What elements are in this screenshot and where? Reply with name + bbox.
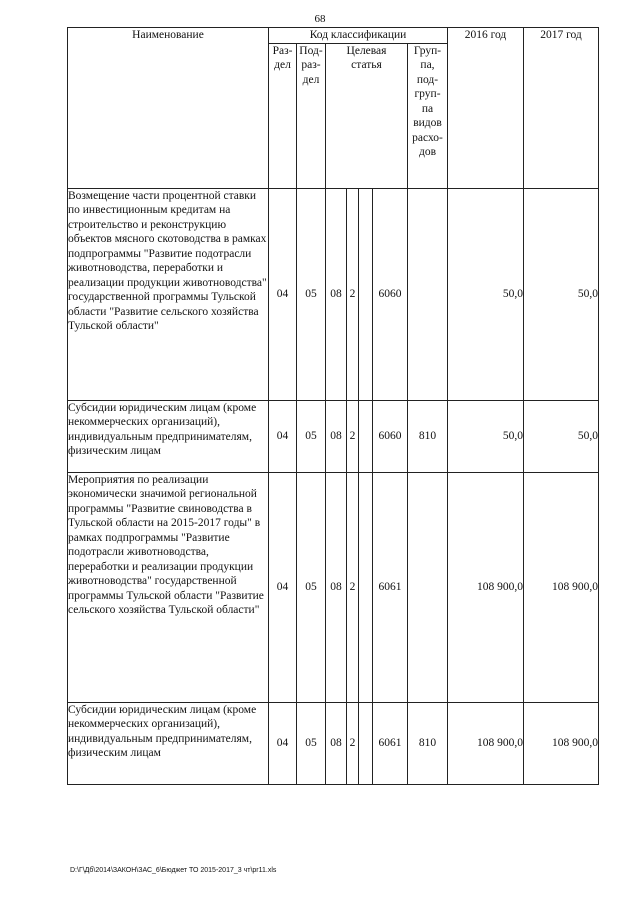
row-target-part-2: 2 — [347, 188, 359, 400]
row-target-part-4: 6061 — [373, 472, 408, 702]
row-value-2017: 50,0 — [524, 188, 599, 400]
row-target-part-3 — [359, 472, 373, 702]
table-row — [68, 400, 599, 472]
row-value-2017: 50,0 — [524, 400, 599, 472]
row-target-part-2: 2 — [347, 702, 359, 784]
row-subsection: 05 — [297, 702, 326, 784]
row-section: 04 — [269, 400, 297, 472]
row-name: Субсидии юридическим лицам (кроме некоммерческих организаций), индивидуальным предпринимателям, физическим лицам — [68, 702, 269, 784]
header-subsection: Под- раз- дел — [297, 43, 326, 188]
row-subsection: 05 — [297, 188, 326, 400]
row-target-part-1: 08 — [326, 702, 347, 784]
header-name: Наименование — [68, 28, 269, 189]
row-target-part-4: 6060 — [373, 400, 408, 472]
row-target-part-2: 2 — [347, 472, 359, 702]
row-value-2016: 50,0 — [448, 188, 524, 400]
row-subsection: 05 — [297, 400, 326, 472]
row-value-2016: 108 900,0 — [448, 472, 524, 702]
header-code-group: Код классификации — [269, 28, 448, 44]
header-section: Раз- дел — [269, 43, 297, 188]
row-subsection: 05 — [297, 472, 326, 702]
row-target-part-3 — [359, 188, 373, 400]
row-target-part-1: 08 — [326, 188, 347, 400]
row-name: Возмещение части процентной ставки по инвестиционным кредитам на строительство и реконструкцию объектов мясного скотоводства в рамках подпрограммы "Развитие подотрасли животноводства, переработки и реализации продукции животноводства" государственной программы Тульской области "Развитие сельского хозяйства Тульской области" — [68, 188, 269, 400]
row-target-part-1: 08 — [326, 472, 347, 702]
row-section: 04 — [269, 702, 297, 784]
row-value-2017: 108 900,0 — [524, 702, 599, 784]
row-section: 04 — [269, 188, 297, 400]
page-number: 68 — [314, 13, 326, 25]
table-row — [68, 188, 599, 400]
table-row — [68, 472, 599, 702]
row-name: Мероприятия по реализации экономически значимой региональной программы "Развитие свиноводства в Тульской области на 2015-2017 годы" в рамках подпрограммы "Развитие подотрасли животноводства, переработки и реализации продукции животноводства" государственной программы Тульской области "Развитие сельского хозяйства Тульской области" — [68, 472, 269, 702]
row-target-part-4: 6060 — [373, 188, 408, 400]
budget-table — [67, 27, 599, 785]
row-expense-group — [408, 472, 448, 702]
table-body — [68, 188, 599, 784]
row-section: 04 — [269, 472, 297, 702]
row-name: Субсидии юридическим лицам (кроме некоммерческих организаций), индивидуальным предпринимателям, физическим лицам — [68, 400, 269, 472]
row-expense-group — [408, 188, 448, 400]
header-year-2016: 2016 год — [448, 28, 524, 189]
header-expense-group: Груп- па, под- груп- па видов расхо- дов — [408, 43, 448, 188]
row-target-part-3 — [359, 702, 373, 784]
row-target-part-4: 6061 — [373, 702, 408, 784]
row-target-part-1: 08 — [326, 400, 347, 472]
row-value-2016: 50,0 — [448, 400, 524, 472]
row-expense-group: 810 — [408, 702, 448, 784]
row-value-2016: 108 900,0 — [448, 702, 524, 784]
header-target-article: Целевая статья — [326, 43, 408, 188]
header-year-2017: 2017 год — [524, 28, 599, 189]
file-path-footer: D:\Г\Дб\2014\ЗАКОН\ЗАС_6\Бюджет ТО 2015-2017_3 чт\pr11.xls — [70, 867, 277, 874]
row-target-part-2: 2 — [347, 400, 359, 472]
row-expense-group: 810 — [408, 400, 448, 472]
table-row — [68, 702, 599, 784]
row-target-part-3 — [359, 400, 373, 472]
row-value-2017: 108 900,0 — [524, 472, 599, 702]
